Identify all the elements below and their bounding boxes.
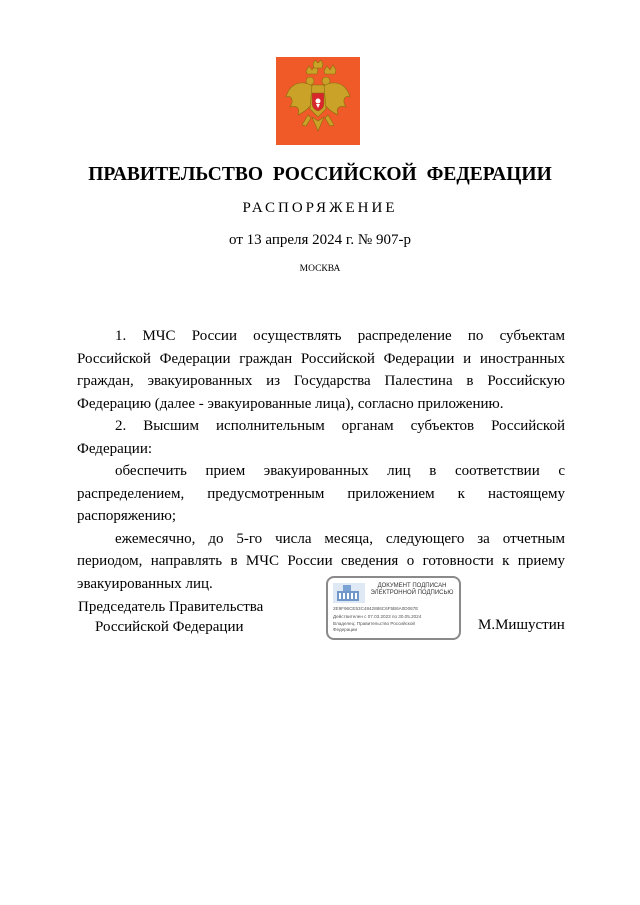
document-city: МОСКВА: [299, 264, 341, 274]
stamp-certificate: 2E9F96CE53C4842886C6F5B6A0D067E: [333, 606, 419, 611]
government-building-icon: [333, 583, 365, 603]
stamp-heading: [364, 583, 460, 597]
document-body: [77, 325, 565, 595]
signatory-position-line2: Российской Федерации: [95, 619, 244, 635]
stamp-heading-line2: ЭЛЕКТРОННОЙ ПОДПИСЬЮ: [370, 590, 454, 596]
paragraph-4: ежемесячно, до 5-го числа месяца, следующего за отчетным периодом, направлять в МЧС России сведения о готовности к приему эвакуированных лиц.: [77, 530, 565, 592]
stamp-heading-line1: ДОКУМЕНТ ПОДПИСАН: [377, 583, 447, 589]
document-date-number: от 13 апреля 2024 г. № 907-р: [229, 232, 411, 248]
electronic-signature-stamp: [326, 576, 461, 640]
stamp-owner-line1: Владелец: Правительство Российской: [333, 621, 415, 626]
signatory-name: М.Мишустин: [478, 617, 565, 633]
russian-coat-of-arms-icon: [276, 57, 360, 145]
document-type: РАСПОРЯЖЕНИЕ: [242, 200, 398, 216]
paragraph-1: 1. МЧС России осуществлять распределение по субъектам Российской Федерации граждан Российской Федерации и иностранных граждан, эвакуированных из Государства Палестина в Российскую Федерацию (далее - эвакуированные лица), согласно приложению.: [77, 328, 565, 412]
paragraph-2: 2. Высшим исполнительным органам субъектов Российской Федерации:: [77, 418, 565, 457]
stamp-owner-line2: Федерации: [333, 627, 358, 632]
paragraph-3: обеспечить прием эвакуированных лиц в соответствии с распределением, предусмотренным приложением к настоящему распоряжению;: [77, 463, 565, 524]
signatory-position: [78, 597, 278, 637]
signatory-position-line1: Председатель Правительства: [78, 599, 264, 615]
document-title: ПРАВИТЕЛЬСТВО РОССИЙСКОЙ ФЕДЕРАЦИИ: [88, 164, 552, 185]
stamp-validity: Действителен с 07.03.2023 по 30.05.2024: [333, 614, 422, 619]
